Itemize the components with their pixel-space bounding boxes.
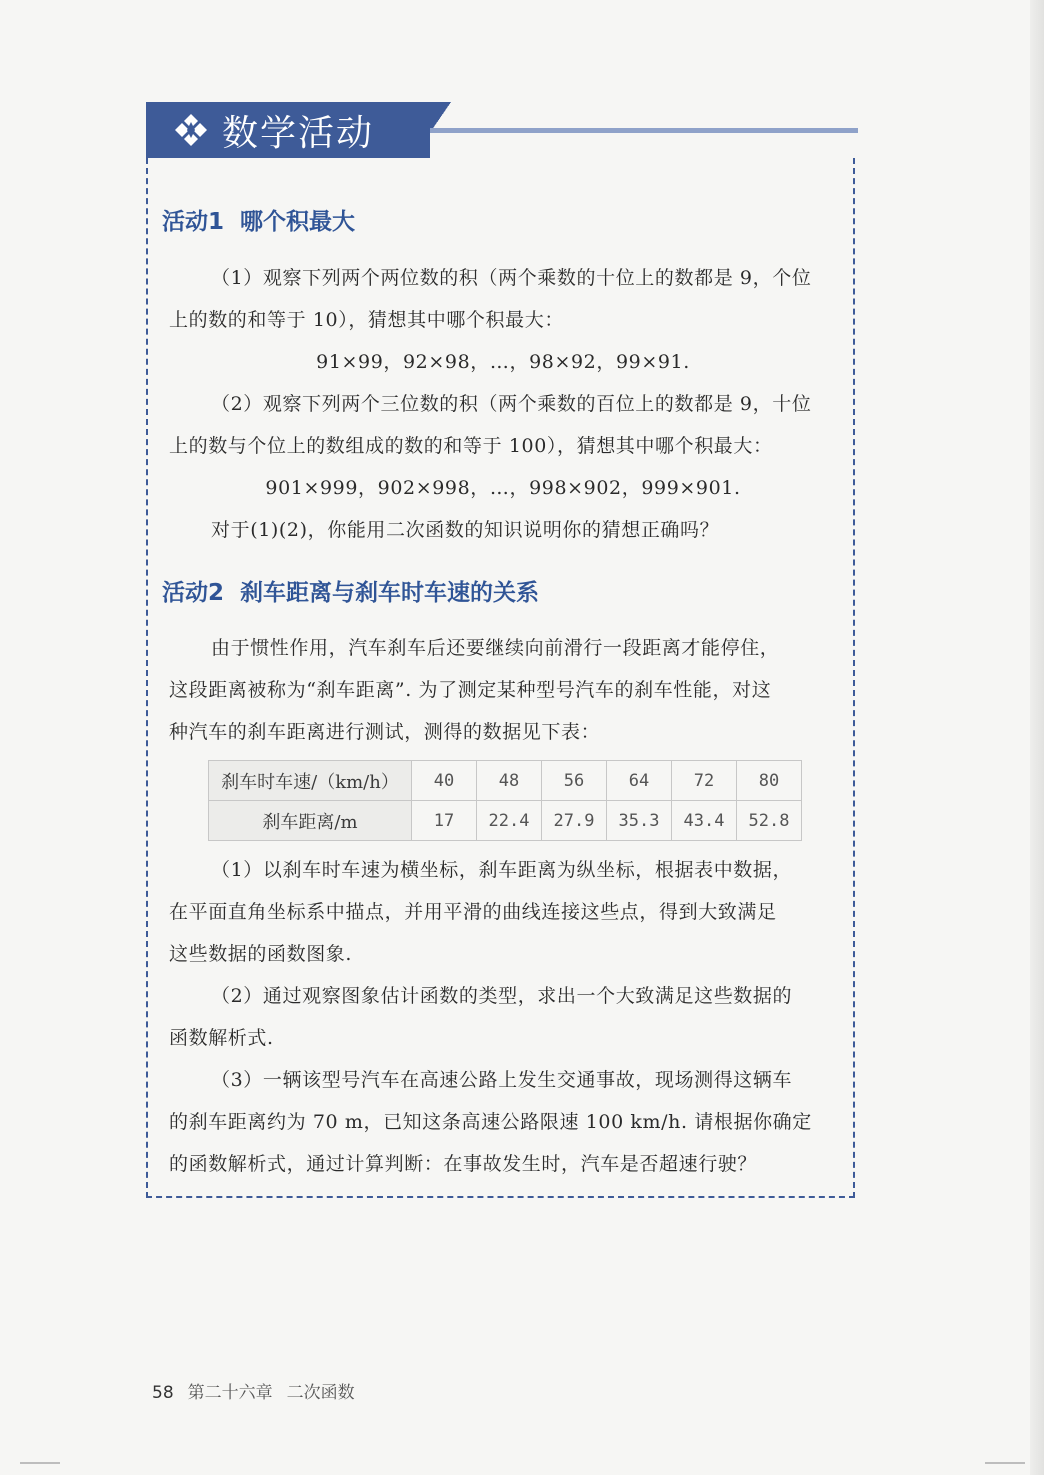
braking-data-table [208,760,802,841]
table-cell: 52.8 [737,801,802,841]
text-line: （2）观察下列两个三位数的积（两个乘数的百位上的数都是 9，十位 [211,393,812,415]
table-cell: 35.3 [607,801,672,841]
table-cell: 22.4 [477,801,542,841]
table-cell: 48 [477,761,542,801]
table-row-label: 刹车时车速/（km/h） [209,761,412,801]
table-cell: 43.4 [672,801,737,841]
banner-rule [430,128,858,133]
table-cell: 64 [607,761,672,801]
table-cell: 56 [542,761,607,801]
text-line: （2）通过观察图象估计函数的类型，求出一个大致满足这些数据的 [211,985,793,1007]
activity2-heading [162,574,539,607]
text-line: （1）以刹车时车速为横坐标，刹车距离为纵坐标，根据表中数据， [211,859,793,881]
activity2-questions [169,849,837,1185]
text-line: 这段距离被称为“刹车距离”. 为了测定某种型号汽车的刹车性能，对这 [169,679,772,701]
table-row [209,801,802,841]
activity1-number: 活动1 [162,209,225,235]
table-cell: 40 [412,761,477,801]
activity1-body [169,257,837,551]
text-line: 的刹车距离约为 70 m，已知这条高速公路限速 100 km/h. 请根据你确定 [169,1111,812,1133]
diamond-arrows-icon [172,111,210,149]
text-line: 上的数的和等于 10），猜想其中哪个积最大： [169,309,564,331]
activity1-heading [162,203,355,236]
section-title: 数学活动 [222,112,375,154]
table-row [209,761,802,801]
formula-line: 91×99，92×98，…，98×92，99×91. [316,351,690,373]
chapter-title: 二次函数 [286,1383,355,1403]
table-row-label: 刹车距离/m [209,801,412,841]
activity2-number: 活动2 [162,580,225,606]
text-line: 种汽车的刹车距离进行测试，测得的数据见下表： [169,721,601,743]
table-cell: 17 [412,801,477,841]
page-footer [152,1378,355,1403]
formula-line: 901×999，902×998，…，998×902，999×901. [265,477,741,499]
section-banner [146,102,430,158]
text-line: 对于(1)(2)，你能用二次函数的知识说明你的猜想正确吗？ [211,519,720,541]
scan-mark [20,1462,60,1464]
activity2-title: 刹车距离与刹车时车速的关系 [240,580,540,606]
text-line: 的函数解析式，通过计算判断：在事故发生时，汽车是否超速行驶？ [169,1153,758,1175]
text-line: 函数解析式. [169,1027,274,1049]
activity2-intro [169,627,837,753]
page-edge [1030,0,1044,1475]
activity1-title: 哪个积最大 [240,209,356,235]
scan-mark [985,1462,1025,1464]
text-line: 上的数与个位上的数组成的数的和等于 100），猜想其中哪个积最大： [169,435,773,457]
text-line: （1）观察下列两个两位数的积（两个乘数的十位上的数都是 9，个位 [211,267,812,289]
text-line: 由于惯性作用，汽车刹车后还要继续向前滑行一段距离才能停住， [211,637,780,659]
text-line: （3）一辆该型号汽车在高速公路上发生交通事故，现场测得这辆车 [211,1069,793,1091]
text-line: 这些数据的函数图象. [169,943,353,965]
text-line: 在平面直角坐标系中描点，并用平滑的曲线连接这些点，得到大致满足 [169,901,777,923]
page-number: 58 [152,1383,174,1403]
table-cell: 80 [737,761,802,801]
table-cell: 27.9 [542,801,607,841]
chapter-label: 第二十六章 [187,1383,273,1403]
table-cell: 72 [672,761,737,801]
